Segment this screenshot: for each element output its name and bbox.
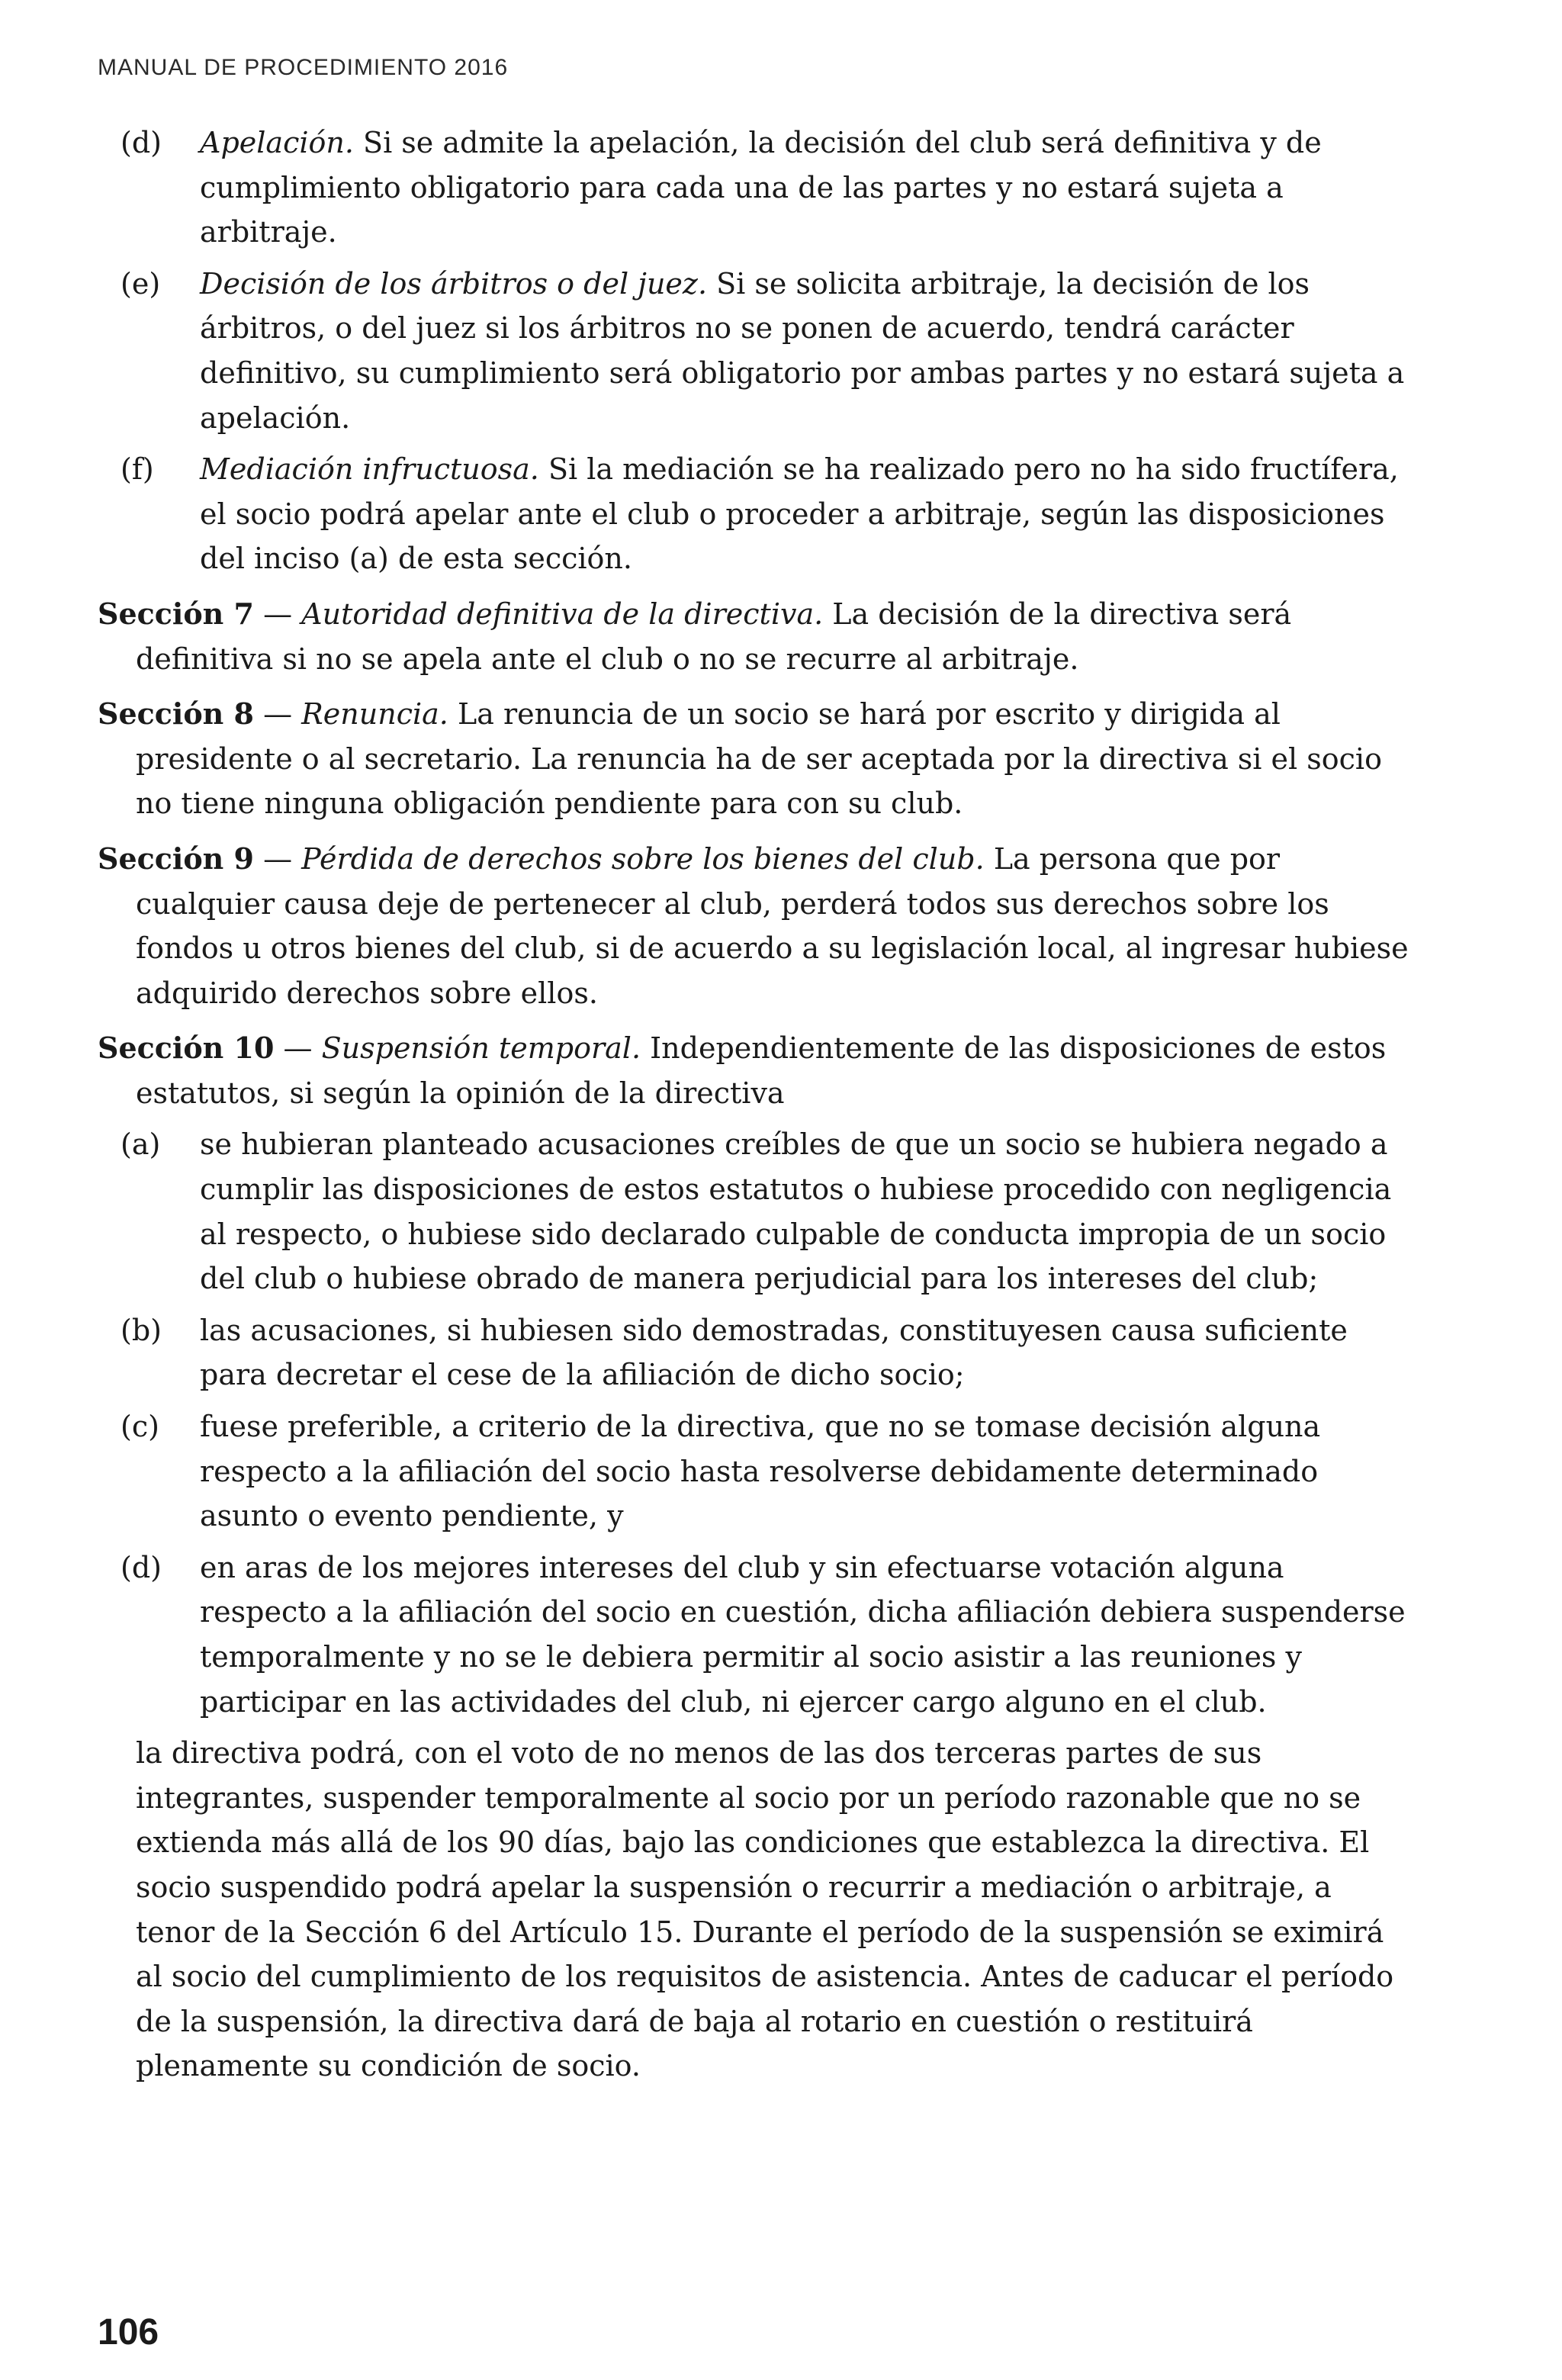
item-text (200, 121, 1411, 255)
section-body: La renuncia de un socio se hará por escrito y dirigida al presidente o al secretario. La renuncia ha de ser aceptada por la directiva si el socio no tiene ninguna obligación pendiente para con su club. (136, 697, 1382, 821)
list-item (98, 1308, 1411, 1397)
page-content (98, 121, 1411, 2089)
top-items-list (98, 121, 1411, 581)
item-title: Apelación. (200, 126, 354, 159)
section-label: Sección 9 (98, 841, 254, 876)
item-body: en aras de los mejores intereses del club y sin efectuarse votación alguna respecto a la afiliación del socio en cuestión, dicha afiliación debiera suspenderse temporalmente y no se le debiera permitir al socio asistir a las reuniones y participar en las actividades del club, ni ejercer cargo alguno en el club. (200, 1550, 1406, 1719)
running-head: MANUAL DE PROCEDIMIENTO 2016 (98, 55, 509, 80)
item-title: Decisión de los árbitros o del juez. (200, 266, 708, 301)
item-body: fuese preferible, a criterio de la directiva, que no se tomase decisión alguna respecto a la afiliación del socio hasta resolverse debidamente determinado asunto o evento pendiente, y (200, 1410, 1321, 1533)
section-dash: — (283, 1031, 313, 1066)
section-dash: — (263, 697, 293, 732)
list-item (98, 447, 1411, 581)
section-title: Renuncia. (301, 697, 448, 732)
page-number: 106 (98, 2312, 159, 2353)
item-text (200, 447, 1411, 581)
item-label: (d) (121, 1550, 162, 1584)
item-label: (c) (121, 1410, 159, 1444)
section-title: Autoridad definitiva de la directiva. (301, 597, 824, 631)
section-label: Sección 8 (98, 696, 254, 732)
list-item (98, 1404, 1411, 1539)
item-body: Si la mediación se ha realizado pero no ha sido fructífera, el socio podrá apelar ante el club o proceder a arbitraje, según las disposiciones del inciso (a) de esta sección. (200, 452, 1399, 576)
section-10-conclusion: la directiva podrá, con el voto de no menos de las dos terceras partes de sus integrantes, suspender temporalmente al socio por un período razonable que no se extienda más allá de los 90 días, bajo las condiciones que establezca la directiva. El socio suspendido podrá apelar la suspensión o recurrir a mediación o arbitraje, a tenor de la Sección 6 del Artículo 15. Durante el período de la suspensión se eximirá al socio del cumplimiento de los requisitos de asistencia. Antes de caducar el período de la suspensión, la directiva dará de baja al rotario en cuestión o restituirá plenamente su condición de socio. (136, 1736, 1394, 2083)
section-body: La decisión de la directiva será definitiva si no se apela ante el club o no se recurre al arbitraje. (136, 597, 1292, 676)
item-label: (b) (121, 1313, 162, 1347)
item-body: las acusaciones, si hubiesen sido demostradas, constituyesen causa suficiente para decretar el cese de la afiliación de dicho socio; (200, 1313, 1348, 1392)
section-7 (98, 592, 1411, 681)
section-10-items-list (98, 1122, 1411, 1724)
list-item (98, 262, 1411, 440)
section-dash: — (263, 841, 293, 876)
section-label: Sección 7 (98, 596, 254, 631)
section-title: Pérdida de derechos sobre los bienes del club. (301, 841, 985, 876)
section-body: La persona que por cualquier causa deje de pertenecer al club, perderá todos sus derechos sobre los fondos u otros bienes del club, si de acuerdo a su legislación local, al ingresar hubiese adquirido derechos sobre ellos. (136, 841, 1409, 1010)
section-9 (98, 837, 1411, 1015)
list-item (98, 1545, 1411, 1724)
section-label: Sección 10 (98, 1031, 275, 1066)
item-body: Si se solicita arbitraje, la decisión de los árbitros, o del juez si los árbitros no se ponen de acuerdo, tendrá carácter definitivo, su cumplimiento será obligatorio por ambas partes y no estará sujeta a apelación. (200, 266, 1405, 435)
item-body: se hubieran planteado acusaciones creíbles de que un socio se hubiera negado a cumplir las disposiciones de estos estatutos o hubiese procedido con negligencia al respecto, o hubiese sido declarado culpable de conducta impropia de un socio del club o hubiese obrado de manera perjudicial para los intereses del club; (200, 1127, 1392, 1296)
section-dash: — (263, 597, 293, 631)
item-text (200, 262, 1411, 440)
item-label: (a) (121, 1127, 161, 1162)
item-label: (e) (121, 266, 161, 301)
item-title: Mediación infructuosa. (200, 452, 539, 487)
list-item (98, 1122, 1411, 1301)
list-item (98, 121, 1411, 255)
section-8 (98, 692, 1411, 826)
section-body: Independientemente de las disposiciones de estos estatutos, si según la opinión de la directiva (136, 1031, 1387, 1110)
item-label: (f) (121, 452, 154, 487)
item-label: (d) (121, 126, 162, 159)
section-10 (98, 1026, 1411, 1115)
item-body: Si se admite la apelación, la decisión del club será definitiva y de cumplimiento obligatorio para cada una de las partes y no estará sujeta a arbitraje. (200, 126, 1322, 249)
section-title: Suspensión temporal. (321, 1031, 641, 1066)
